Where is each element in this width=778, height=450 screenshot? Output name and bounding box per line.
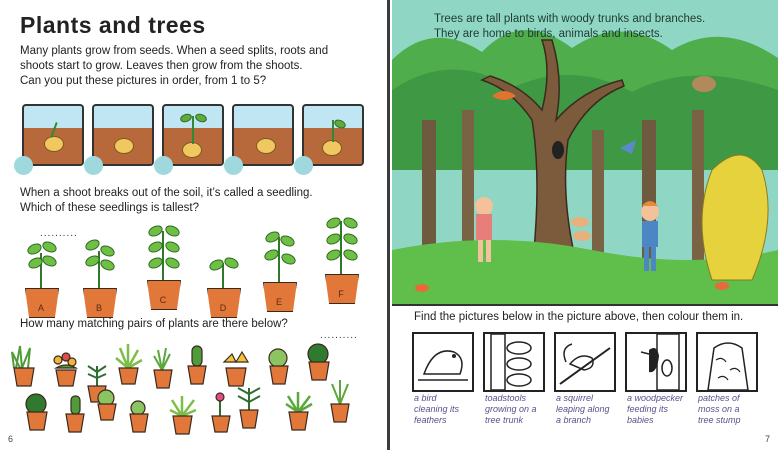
find-caption-toadstools xyxy=(485,393,547,426)
sequence-card-1 xyxy=(22,104,84,166)
seed xyxy=(182,142,202,158)
caption-line: tree stump xyxy=(698,415,741,425)
seedling-label: E xyxy=(275,297,282,307)
pairs-plants xyxy=(0,340,388,450)
caption-line: moss on a xyxy=(698,404,740,414)
left-page xyxy=(0,0,388,450)
caption-line: cleaning its xyxy=(414,404,460,414)
sequence-card-2 xyxy=(92,104,154,166)
bird-icon xyxy=(414,334,472,390)
seed xyxy=(44,136,64,152)
pairs-question xyxy=(20,317,320,332)
scene-caption-line-1: Trees are tall plants with woody trunks and branches. xyxy=(434,13,706,25)
caption-line: leaping along xyxy=(556,404,610,414)
right-page xyxy=(390,0,778,450)
caption-line: toadstools xyxy=(485,393,527,403)
page-number: 7 xyxy=(764,434,770,444)
caption-line: feathers xyxy=(414,415,447,425)
seed xyxy=(114,138,134,154)
find-card-woodpecker[interactable] xyxy=(625,332,687,392)
find-caption-woodpecker xyxy=(627,393,689,426)
shoot xyxy=(192,116,194,144)
intro-line-1: Many plants grow from seeds. When a seed splits, roots and xyxy=(20,45,329,57)
seedling-e xyxy=(254,220,304,312)
intro-line-3: Can you put these pictures in order, from 1 to 5? xyxy=(20,75,267,87)
caption-line: a woodpecker xyxy=(627,393,684,403)
leaf xyxy=(194,112,208,124)
sequence-card-5 xyxy=(302,104,364,166)
find-card-toadstools[interactable] xyxy=(483,332,545,392)
pairs-answer-line[interactable]: .......... xyxy=(320,330,358,341)
seedling-question xyxy=(20,186,350,216)
squirrel-icon xyxy=(556,334,614,390)
scene-caption xyxy=(434,12,705,42)
find-caption-tree-stump xyxy=(698,393,760,426)
seedling-b xyxy=(74,226,124,318)
leaf xyxy=(179,112,193,124)
caption-line: babies xyxy=(627,415,654,425)
find-instruction: Find the pictures below in the picture above, then colour them in. xyxy=(414,311,744,323)
forest-scene xyxy=(392,0,778,304)
forest-illustration xyxy=(392,0,778,306)
caption-line: a squirrel xyxy=(556,393,594,403)
seed xyxy=(322,140,342,156)
seedling-question-line-2: Which of these seedlings is tallest? xyxy=(20,202,199,214)
intro-line-2: shoots start to grow. Leaves then grow from the shoots. xyxy=(20,60,303,72)
scene-caption-line-2: They are home to birds, animals and insects. xyxy=(434,28,663,40)
find-card-tree-stump[interactable] xyxy=(696,332,758,392)
caption-line: a bird xyxy=(414,393,437,403)
caption-line: patches of xyxy=(698,393,740,403)
toadstool-icon xyxy=(485,334,543,390)
sequence-card-3 xyxy=(162,104,224,166)
caption-line: growing on a xyxy=(485,404,537,414)
seedling-label: B xyxy=(95,303,102,313)
seedling-label: F xyxy=(338,289,344,299)
tree-stump-icon xyxy=(698,334,756,390)
seedling-label: A xyxy=(37,303,44,313)
answer-circle[interactable] xyxy=(294,156,313,175)
caption-line: a branch xyxy=(556,415,592,425)
seed xyxy=(256,138,276,154)
page-title: Plants and trees xyxy=(20,12,206,38)
seedling-c xyxy=(138,218,188,310)
answer-circle[interactable] xyxy=(14,156,33,175)
answer-circle[interactable] xyxy=(224,156,243,175)
find-card-bird[interactable] xyxy=(412,332,474,392)
seedling-question-line-1: When a shoot breaks out of the soil, it’s called a seedling. xyxy=(20,187,313,199)
potted-plant xyxy=(12,344,349,434)
find-card-squirrel[interactable] xyxy=(554,332,616,392)
answer-circle[interactable] xyxy=(154,156,173,175)
seedling-label: D xyxy=(219,303,227,313)
answer-circle[interactable] xyxy=(84,156,103,175)
tallest-answer-line[interactable]: .......... xyxy=(40,228,78,239)
woodpecker-icon xyxy=(627,334,685,390)
sequence-card-4 xyxy=(232,104,294,166)
find-caption-bird xyxy=(414,393,476,426)
page-number: 6 xyxy=(8,434,14,444)
seedling-a xyxy=(16,226,66,318)
seedling-label: C xyxy=(159,295,167,305)
seedling-f xyxy=(316,212,366,304)
pairs-question-line: How many matching pairs of plants are there below? xyxy=(20,318,288,330)
find-caption-squirrel xyxy=(556,393,618,426)
seedling-d xyxy=(198,226,248,318)
intro-text xyxy=(20,44,350,89)
caption-line: tree trunk xyxy=(485,415,524,425)
caption-line: feeding its xyxy=(627,404,669,414)
